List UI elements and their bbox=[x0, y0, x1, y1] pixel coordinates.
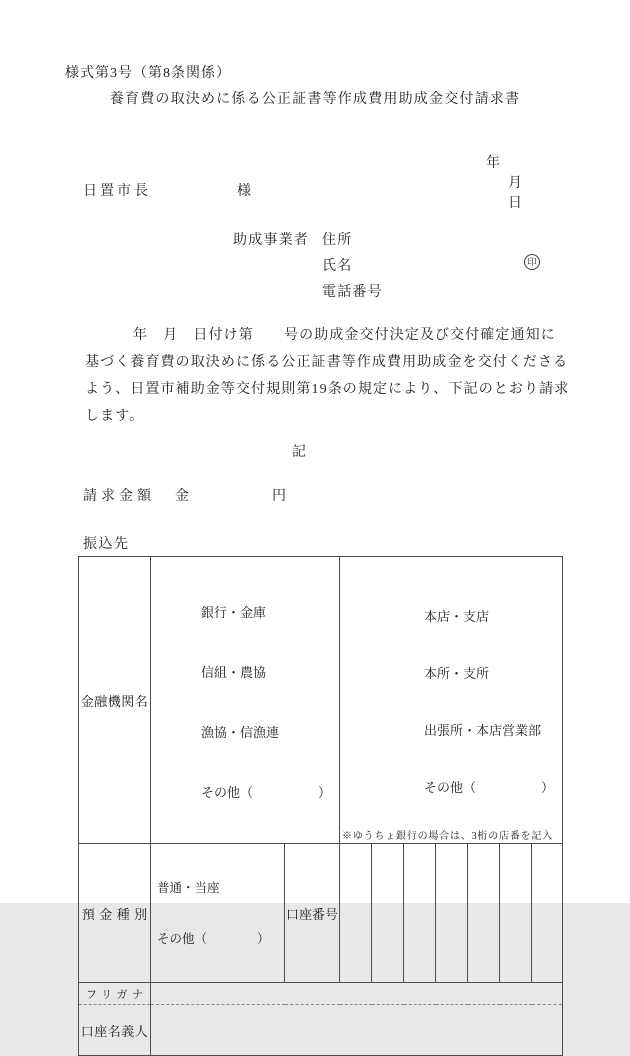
amount-label: 請求金額 bbox=[83, 489, 155, 504]
month-label: 月 bbox=[508, 176, 522, 191]
account-number-label: 口座番号 bbox=[285, 844, 340, 983]
branch-type-option: 本所・支所 bbox=[424, 666, 490, 681]
institution-name-label: 金融機関名 bbox=[79, 557, 151, 844]
account-digit-cell[interactable] bbox=[500, 844, 532, 983]
amount-unit: 円 bbox=[272, 489, 286, 504]
amount-currency-prefix: 金 bbox=[175, 489, 189, 504]
furigana-label: フリガナ bbox=[79, 983, 151, 1005]
account-digit-cell[interactable] bbox=[532, 844, 563, 983]
addressee-name: 日置市長 bbox=[83, 184, 151, 199]
transfer-table bbox=[78, 556, 563, 1056]
seal-icon bbox=[524, 254, 540, 270]
account-digit-cell[interactable] bbox=[436, 844, 468, 983]
form-number: 様式第3号（第8条関係） bbox=[65, 66, 231, 81]
account-holder-label: 口座名義人 bbox=[79, 1005, 151, 1056]
branch-type-option: 本店・支店 bbox=[424, 609, 490, 624]
institution-type-option: 漁協・信漁連 bbox=[201, 725, 280, 740]
date-line bbox=[472, 136, 522, 228]
seal-character: 印 bbox=[527, 256, 537, 267]
phone-label: 電話番号 bbox=[322, 285, 383, 300]
furigana-field[interactable] bbox=[151, 983, 563, 1005]
body-line: 基づく養育費の取決めに係る公正証書等作成費用助成金を交付くださる bbox=[85, 355, 569, 370]
institution-type-option: 信組・農協 bbox=[201, 665, 267, 680]
body-paragraph bbox=[85, 322, 570, 430]
deposit-option: 普通・当座 bbox=[157, 881, 220, 895]
year-label: 年 bbox=[486, 156, 500, 171]
institution-type-option: その他（ ） bbox=[201, 785, 332, 800]
addressee-honorific: 様 bbox=[237, 184, 251, 199]
institution-type-option: 銀行・金庫 bbox=[201, 605, 267, 620]
transfer-heading: 振込先 bbox=[83, 537, 130, 552]
account-digit-cell[interactable] bbox=[404, 844, 436, 983]
applicant-label: 助成事業者 bbox=[233, 233, 309, 248]
account-holder-field[interactable] bbox=[151, 1005, 563, 1056]
document-title: 養育費の取決めに係る公正証書等作成費用助成金交付請求書 bbox=[109, 92, 521, 107]
deposit-option: その他（ ） bbox=[157, 932, 270, 946]
deposit-options-cell bbox=[151, 844, 285, 983]
account-digit-cell[interactable] bbox=[372, 844, 404, 983]
account-digit-cell[interactable] bbox=[340, 844, 372, 983]
deposit-type-label: 預金種別 bbox=[79, 844, 151, 983]
name-label: 氏名 bbox=[322, 259, 353, 274]
section-marker: 記 bbox=[292, 445, 306, 460]
body-line: します。 bbox=[85, 409, 145, 424]
branch-type-option: 出張所・本店営業部 bbox=[424, 723, 542, 738]
day-label: 日 bbox=[508, 196, 522, 211]
branch-type-option: その他（ ） bbox=[424, 780, 555, 795]
branch-type-cell bbox=[340, 557, 563, 844]
address-label: 住所 bbox=[322, 233, 353, 248]
account-digit-cell[interactable] bbox=[468, 844, 500, 983]
body-line: 年 月 日付け第 号の助成金交付決定及び交付確定通知に bbox=[133, 328, 556, 343]
body-line: よう、日置市補助金等交付規則第19条の規定により、下記のとおり請求 bbox=[85, 382, 570, 397]
amount-blank-field[interactable] bbox=[195, 485, 267, 503]
postal-bank-note: ※ゆうちょ銀行の場合は、3桁の店番を記入 bbox=[342, 831, 554, 842]
institution-type-cell bbox=[151, 557, 340, 844]
